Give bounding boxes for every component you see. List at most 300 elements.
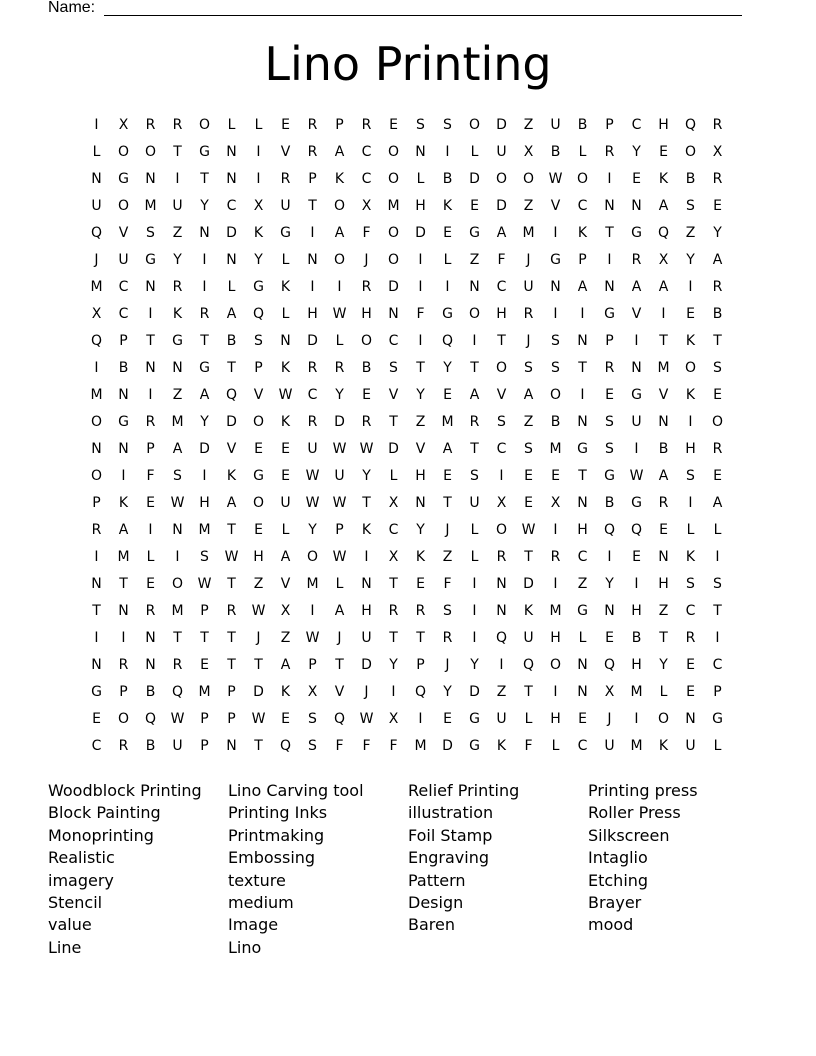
grid-letter: L [686, 522, 695, 538]
grid-letter: N [145, 657, 156, 673]
grid-letter: L [335, 333, 344, 349]
word-item: value [48, 915, 92, 935]
grid-letter: O [333, 198, 346, 214]
grid-letter: N [226, 144, 237, 160]
grid-letter: G [631, 387, 642, 403]
word-item: Brayer [588, 892, 642, 912]
grid-row [83, 166, 731, 193]
grid-letter: X [496, 495, 507, 511]
grid-letter: T [227, 630, 236, 646]
grid-letter: Z [442, 549, 453, 565]
grid-letter: P [308, 657, 317, 673]
grid-letter: Q [414, 684, 427, 700]
grid-letter: L [578, 630, 587, 646]
grid-letter: J [256, 630, 261, 646]
grid-letter: E [281, 468, 290, 484]
grid-letter: X [388, 711, 399, 727]
word-item: Silkscreen [588, 825, 670, 845]
grid-letter: O [333, 252, 346, 268]
grid-letter: A [226, 495, 237, 511]
grid-letter: F [389, 738, 398, 754]
grid-letter: B [145, 684, 156, 700]
grid-letter: U [523, 279, 534, 295]
grid-letter: M [549, 603, 562, 619]
grid-letter: L [713, 738, 722, 754]
grid-letter: G [280, 225, 291, 241]
grid-letter: E [551, 468, 560, 484]
grid-letter: T [227, 657, 236, 673]
word-bank [48, 780, 768, 959]
grid-letter: S [713, 576, 722, 592]
grid-letter: R [307, 117, 318, 133]
grid-letter: K [280, 684, 291, 700]
grid-letter: G [604, 468, 615, 484]
grid-letter: M [630, 738, 643, 754]
grid-letter: P [578, 252, 587, 268]
grid-letter: R [685, 630, 696, 646]
grid-letter: W [332, 549, 347, 565]
word-column [228, 780, 408, 959]
grid-letter: F [524, 738, 533, 754]
grid-letter: X [307, 684, 318, 700]
grid-letter: P [119, 333, 128, 349]
grid-letter: Z [496, 684, 507, 700]
grid-letter: U [280, 495, 291, 511]
grid-letter: E [632, 549, 641, 565]
grid-letter: O [90, 414, 103, 430]
grid-letter: I [94, 117, 99, 133]
word-item: texture [228, 870, 286, 890]
grid-letter: Z [280, 630, 291, 646]
grid-letter: Q [90, 225, 103, 241]
grid-letter: Y [443, 684, 452, 700]
grid-letter: F [497, 252, 506, 268]
grid-letter: L [713, 522, 722, 538]
grid-letter: C [631, 117, 642, 133]
grid-letter: C [712, 657, 723, 673]
grid-letter: O [522, 171, 535, 187]
grid-letter: C [496, 441, 507, 457]
word-item: Foil Stamp [408, 825, 493, 845]
grid-letter: E [524, 468, 533, 484]
grid-letter: L [416, 171, 425, 187]
word-item: medium [228, 892, 294, 912]
grid-letter: I [607, 171, 612, 187]
letter-grid [83, 112, 731, 760]
grid-letter: A [712, 495, 723, 511]
grid-letter: L [524, 711, 533, 727]
grid-letter: V [118, 225, 129, 241]
grid-letter: N [604, 279, 615, 295]
grid-letter: Y [659, 657, 668, 673]
grid-letter: Q [495, 630, 508, 646]
grid-letter: Q [279, 738, 292, 754]
word-item: Engraving [408, 848, 489, 868]
grid-letter: C [685, 603, 696, 619]
grid-letter: R [280, 171, 291, 187]
grid-letter: A [280, 657, 291, 673]
grid-letter: S [524, 441, 533, 457]
grid-letter: W [548, 171, 563, 187]
grid-letter: I [580, 306, 585, 322]
grid-letter: X [253, 198, 264, 214]
grid-letter: R [334, 360, 345, 376]
grid-letter: N [496, 603, 507, 619]
grid-letter: N [145, 171, 156, 187]
grid-letter: Y [308, 522, 317, 538]
grid-letter: R [145, 414, 156, 430]
grid-letter: E [605, 630, 614, 646]
grid-letter: I [94, 360, 99, 376]
grid-letter: I [472, 630, 477, 646]
grid-letter: I [634, 333, 639, 349]
grid-letter: A [523, 387, 534, 403]
grid-letter: L [227, 279, 236, 295]
grid-letter: A [442, 441, 453, 457]
grid-letter: I [688, 414, 693, 430]
grid-letter: N [91, 171, 102, 187]
grid-letter: Z [172, 387, 183, 403]
grid-letter: N [631, 198, 642, 214]
word-column [588, 780, 768, 959]
grid-letter: I [634, 711, 639, 727]
grid-letter: U [334, 468, 345, 484]
grid-letter: N [361, 576, 372, 592]
grid-letter: A [658, 279, 669, 295]
grid-letter: T [227, 576, 236, 592]
grid-letter: Q [603, 657, 616, 673]
grid-letter: V [280, 144, 291, 160]
grid-letter: H [199, 495, 210, 511]
grid-letter: I [715, 549, 720, 565]
grid-letter: Q [441, 333, 454, 349]
grid-letter: E [443, 711, 452, 727]
word-item: Monoprinting [48, 825, 154, 845]
grid-letter: Y [605, 576, 614, 592]
grid-letter: G [118, 171, 129, 187]
grid-letter: Y [200, 414, 209, 430]
grid-row [83, 436, 731, 463]
grid-letter: P [200, 738, 209, 754]
grid-letter: P [335, 117, 344, 133]
grid-letter: N [91, 657, 102, 673]
grid-letter: E [443, 468, 452, 484]
grid-letter: E [146, 576, 155, 592]
word-item: Relief Printing [408, 781, 520, 800]
grid-letter: I [148, 387, 153, 403]
grid-letter: W [305, 630, 320, 646]
grid-letter: R [712, 279, 723, 295]
grid-letter: Q [252, 306, 265, 322]
grid-letter: L [389, 468, 398, 484]
grid-letter: W [170, 711, 185, 727]
grid-letter: D [469, 171, 480, 187]
grid-letter: C [388, 333, 399, 349]
grid-letter: A [469, 387, 480, 403]
grid-letter: T [200, 333, 209, 349]
grid-letter: A [631, 279, 642, 295]
grid-letter: C [577, 549, 588, 565]
grid-letter: R [361, 279, 372, 295]
grid-letter: T [659, 333, 668, 349]
grid-letter: E [362, 387, 371, 403]
word-item: Realistic [48, 848, 115, 868]
grid-letter: N [604, 198, 615, 214]
grid-letter: G [577, 441, 588, 457]
grid-letter: T [335, 657, 344, 673]
grid-letter: T [524, 684, 533, 700]
grid-letter: X [280, 603, 291, 619]
grid-letter: K [442, 198, 453, 214]
grid-letter: N [415, 495, 426, 511]
grid-letter: T [713, 333, 722, 349]
grid-letter: I [607, 252, 612, 268]
grid-letter: N [118, 441, 129, 457]
grid-letter: W [251, 603, 266, 619]
grid-letter: X [388, 495, 399, 511]
grid-letter: F [146, 468, 155, 484]
grid-row [83, 247, 731, 274]
grid-letter: T [659, 630, 668, 646]
grid-letter: T [578, 360, 587, 376]
grid-letter: O [198, 117, 211, 133]
grid-letter: N [496, 576, 507, 592]
grid-letter: C [361, 144, 372, 160]
grid-letter: M [414, 738, 427, 754]
grid-letter: H [415, 468, 426, 484]
grid-letter: E [659, 522, 668, 538]
grid-letter: D [334, 414, 345, 430]
grid-letter: D [253, 684, 264, 700]
grid-row [83, 382, 731, 409]
grid-letter: B [145, 738, 156, 754]
grid-letter: I [472, 333, 477, 349]
grid-letter: S [551, 333, 560, 349]
grid-letter: D [388, 441, 399, 457]
grid-letter: R [145, 117, 156, 133]
grid-letter: R [307, 414, 318, 430]
grid-letter: B [361, 360, 372, 376]
grid-letter: J [364, 684, 369, 700]
grid-letter: N [118, 387, 129, 403]
grid-letter: S [254, 333, 263, 349]
grid-letter: L [92, 144, 101, 160]
grid-letter: B [604, 495, 615, 511]
grid-letter: I [418, 711, 423, 727]
grid-letter: E [686, 657, 695, 673]
grid-row [83, 598, 731, 625]
grid-letter: O [90, 468, 103, 484]
word-item: Printing Inks [228, 803, 328, 823]
grid-letter: Y [686, 252, 695, 268]
grid-letter: G [469, 738, 480, 754]
grid-row [83, 220, 731, 247]
grid-letter: R [523, 306, 534, 322]
grid-letter: I [418, 252, 423, 268]
grid-letter: N [577, 657, 588, 673]
grid-letter: U [280, 198, 291, 214]
grid-letter: I [310, 225, 315, 241]
grid-letter: P [200, 603, 209, 619]
grid-letter: S [308, 711, 317, 727]
grid-letter: E [200, 657, 209, 673]
grid-letter: U [685, 738, 696, 754]
grid-letter: N [604, 603, 615, 619]
grid-letter: S [470, 468, 479, 484]
grid-letter: N [226, 738, 237, 754]
grid-letter: I [553, 684, 558, 700]
word-item: Pattern [408, 870, 466, 890]
grid-letter: Q [333, 711, 346, 727]
grid-letter: X [712, 144, 723, 160]
grid-row [83, 733, 731, 760]
grid-letter: I [337, 279, 342, 295]
grid-letter: O [495, 360, 508, 376]
grid-letter: Q [630, 522, 643, 538]
grid-letter: T [119, 576, 128, 592]
grid-letter: E [686, 306, 695, 322]
grid-letter: G [442, 306, 453, 322]
grid-letter: W [197, 576, 212, 592]
grid-letter: E [254, 441, 263, 457]
grid-letter: R [388, 603, 399, 619]
grid-letter: F [416, 306, 425, 322]
grid-letter: W [359, 441, 374, 457]
grid-letter: L [659, 684, 668, 700]
grid-letter: Q [225, 387, 238, 403]
grid-letter: L [578, 144, 587, 160]
grid-letter: C [361, 171, 372, 187]
grid-letter: R [172, 657, 183, 673]
grid-letter: I [94, 549, 99, 565]
grid-letter: T [227, 522, 236, 538]
grid-letter: J [526, 333, 531, 349]
grid-letter: Y [335, 387, 344, 403]
grid-letter: E [416, 576, 425, 592]
grid-letter: Y [173, 252, 182, 268]
grid-letter: M [522, 225, 535, 241]
grid-letter: X [604, 684, 615, 700]
grid-letter: I [580, 387, 585, 403]
grid-letter: S [551, 360, 560, 376]
grid-letter: B [550, 414, 561, 430]
grid-letter: A [712, 252, 723, 268]
word-item: Baren [408, 915, 455, 935]
grid-letter: C [118, 306, 129, 322]
grid-letter: G [631, 495, 642, 511]
grid-letter: D [496, 198, 507, 214]
grid-letter: V [496, 387, 507, 403]
grid-letter: Y [443, 360, 452, 376]
grid-row [83, 328, 731, 355]
grid-letter: E [146, 495, 155, 511]
grid-letter: T [497, 333, 506, 349]
grid-letter: T [416, 630, 425, 646]
grid-letter: T [200, 171, 209, 187]
word-item: Lino Carving tool [228, 781, 364, 800]
grid-letter: U [172, 198, 183, 214]
grid-letter: O [576, 171, 589, 187]
grid-letter: E [686, 684, 695, 700]
grid-letter: R [199, 306, 210, 322]
grid-letter: D [226, 414, 237, 430]
grid-letter: N [226, 171, 237, 187]
grid-row [83, 355, 731, 382]
grid-letter: G [253, 279, 264, 295]
grid-letter: I [634, 441, 639, 457]
grid-letter: H [550, 630, 561, 646]
grid-letter: O [711, 414, 724, 430]
name-label: Name: [48, 0, 96, 16]
grid-letter: Q [684, 117, 697, 133]
grid-letter: U [496, 711, 507, 727]
grid-letter: E [578, 711, 587, 727]
grid-letter: R [172, 279, 183, 295]
grid-letter: L [227, 117, 236, 133]
grid-letter: Y [632, 144, 641, 160]
grid-letter: V [226, 441, 237, 457]
grid-letter: R [307, 144, 318, 160]
grid-row [83, 625, 731, 652]
grid-letter: K [253, 225, 264, 241]
grid-letter: T [443, 495, 452, 511]
grid-letter: T [227, 360, 236, 376]
grid-letter: C [577, 198, 588, 214]
grid-letter: P [227, 711, 236, 727]
grid-letter: D [307, 333, 318, 349]
grid-letter: G [604, 306, 615, 322]
grid-letter: K [226, 468, 237, 484]
grid-letter: R [118, 657, 129, 673]
grid-letter: N [577, 333, 588, 349]
grid-letter: M [90, 279, 103, 295]
grid-letter: U [361, 630, 372, 646]
grid-letter: K [118, 495, 129, 511]
word-item: Line [48, 937, 82, 957]
grid-letter: Y [362, 468, 371, 484]
grid-letter: E [713, 468, 722, 484]
grid-letter: I [445, 279, 450, 295]
grid-letter: C [388, 522, 399, 538]
grid-letter: S [443, 117, 452, 133]
grid-letter: N [658, 549, 669, 565]
word-item: Roller Press [588, 803, 681, 823]
grid-letter: A [280, 549, 291, 565]
grid-letter: R [442, 630, 453, 646]
grid-letter: I [445, 144, 450, 160]
grid-letter: S [443, 603, 452, 619]
grid-letter: A [496, 225, 507, 241]
grid-letter: I [121, 468, 126, 484]
grid-letter: R [631, 252, 642, 268]
grid-letter: I [499, 657, 504, 673]
grid-letter: G [253, 468, 264, 484]
grid-letter: G [91, 684, 102, 700]
grid-letter: W [305, 468, 320, 484]
grid-letter: Z [523, 198, 534, 214]
grid-letter: I [688, 495, 693, 511]
grid-letter: P [605, 117, 614, 133]
word-item: Intaglio [588, 848, 648, 868]
grid-letter: O [171, 576, 184, 592]
grid-letter: B [226, 333, 237, 349]
grid-letter: H [496, 306, 507, 322]
grid-letter: M [306, 576, 319, 592]
grid-letter: U [469, 495, 480, 511]
grid-letter: L [146, 549, 155, 565]
grid-letter: Q [522, 657, 535, 673]
grid-letter: E [389, 117, 398, 133]
